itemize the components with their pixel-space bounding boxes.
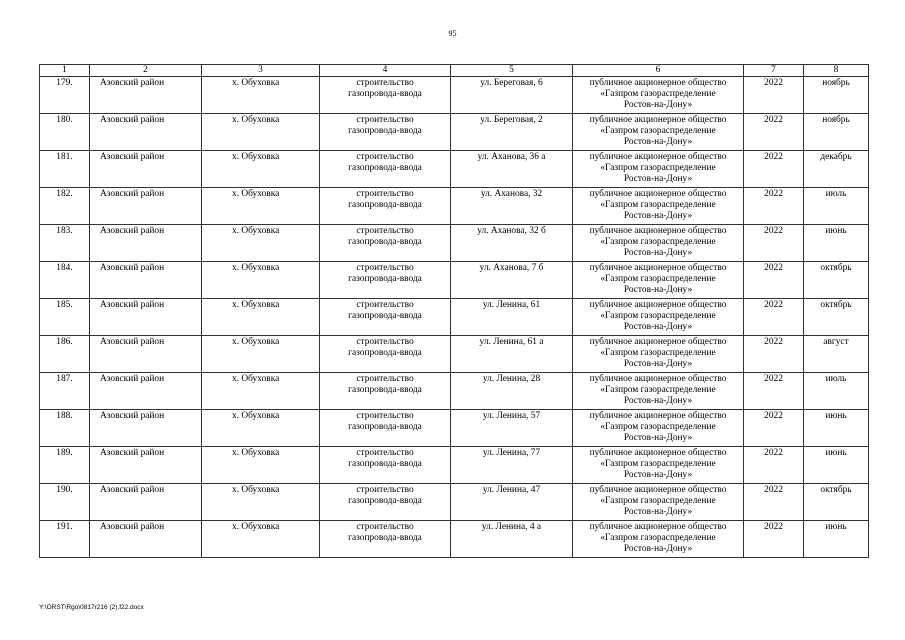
row-number-cell: 189. — [40, 447, 90, 484]
table-row — [40, 336, 869, 373]
organization-cell — [573, 447, 744, 484]
address-cell: ул. Аханова, 36 а — [451, 151, 573, 188]
organization-line: «Газпром газораспределение — [600, 311, 716, 322]
work-type-line: газопровода-ввода — [348, 311, 422, 322]
organization-line: Ростов-на-Дону» — [623, 285, 693, 296]
address-cell: ул. Ленина, 61 а — [451, 336, 573, 373]
year-cell: 2022 — [744, 262, 804, 299]
organization-line: Ростов-на-Дону» — [623, 396, 693, 407]
row-number-cell: 185. — [40, 299, 90, 336]
locality-cell: х. Обуховка — [202, 299, 320, 336]
work-type-line: газопровода-ввода — [348, 274, 422, 285]
locality-cell: х. Обуховка — [202, 336, 320, 373]
organization-line: Ростов-на-Дону» — [623, 100, 693, 111]
organization-line: публичное акционерное общество — [589, 374, 727, 384]
year-cell: 2022 — [744, 188, 804, 225]
column-number-row — [40, 65, 869, 77]
year-cell: 2022 — [744, 484, 804, 521]
locality-cell: х. Обуховка — [202, 262, 320, 299]
organization-cell — [573, 410, 744, 447]
table-row — [40, 373, 869, 410]
month-cell: октябрь — [804, 484, 869, 521]
work-type-line: строительство — [356, 337, 414, 347]
organization-line: Ростов-на-Дону» — [623, 507, 693, 518]
year-cell: 2022 — [744, 151, 804, 188]
work-type-line: газопровода-ввода — [348, 385, 422, 396]
column-header: 8 — [804, 65, 869, 77]
address-cell: ул. Ленина, 28 — [451, 373, 573, 410]
organization-cell — [573, 114, 744, 151]
work-type-cell — [320, 188, 451, 225]
organization-line: публичное акционерное общество — [589, 78, 727, 88]
column-header: 7 — [744, 65, 804, 77]
district-cell: Азовский район — [90, 521, 202, 558]
work-type-line: строительство — [356, 263, 414, 273]
district-cell: Азовский район — [90, 77, 202, 114]
district-cell: Азовский район — [90, 336, 202, 373]
address-cell: ул. Ленина, 57 — [451, 410, 573, 447]
organization-cell — [573, 299, 744, 336]
table-row — [40, 114, 869, 151]
work-type-cell — [320, 299, 451, 336]
organization-line: публичное акционерное общество — [589, 485, 727, 495]
organization-line: публичное акционерное общество — [589, 300, 727, 310]
work-type-line: газопровода-ввода — [348, 348, 422, 359]
district-cell: Азовский район — [90, 262, 202, 299]
address-cell: ул. Ленина, 4 а — [451, 521, 573, 558]
district-cell: Азовский район — [90, 188, 202, 225]
organization-cell — [573, 262, 744, 299]
row-number-cell: 190. — [40, 484, 90, 521]
address-cell: ул. Береговая, 6 — [451, 77, 573, 114]
address-cell: ул. Береговая, 2 — [451, 114, 573, 151]
row-number-cell: 187. — [40, 373, 90, 410]
address-cell: ул. Аханова, 7 б — [451, 262, 573, 299]
year-cell: 2022 — [744, 373, 804, 410]
organization-line: публичное акционерное общество — [589, 448, 727, 458]
work-type-line: газопровода-ввода — [348, 237, 422, 248]
organization-line: публичное акционерное общество — [589, 411, 727, 421]
table-row — [40, 77, 869, 114]
organization-line: Ростов-на-Дону» — [623, 137, 693, 148]
row-number-cell: 182. — [40, 188, 90, 225]
month-cell: ноябрь — [804, 77, 869, 114]
work-type-line: газопровода-ввода — [348, 459, 422, 470]
organization-line: «Газпром газораспределение — [600, 274, 716, 285]
organization-line: Ростов-на-Дону» — [623, 433, 693, 444]
table-row — [40, 151, 869, 188]
organization-line: Ростов-на-Дону» — [623, 211, 693, 222]
column-header: 3 — [202, 65, 320, 77]
column-header: 2 — [90, 65, 202, 77]
work-type-line: строительство — [356, 189, 414, 199]
address-cell: ул. Ленина, 61 — [451, 299, 573, 336]
organization-line: «Газпром газораспределение — [600, 89, 716, 100]
address-cell: ул. Аханова, 32 б — [451, 225, 573, 262]
work-type-cell — [320, 521, 451, 558]
work-type-line: строительство — [356, 300, 414, 310]
work-type-line: строительство — [356, 448, 414, 458]
organization-line: Ростов-на-Дону» — [623, 544, 693, 555]
address-cell: ул. Ленина, 77 — [451, 447, 573, 484]
work-type-cell — [320, 262, 451, 299]
organization-cell — [573, 77, 744, 114]
locality-cell: х. Обуховка — [202, 373, 320, 410]
organization-cell — [573, 225, 744, 262]
work-type-line: газопровода-ввода — [348, 533, 422, 544]
row-number-cell: 181. — [40, 151, 90, 188]
locality-cell: х. Обуховка — [202, 77, 320, 114]
year-cell: 2022 — [744, 77, 804, 114]
locality-cell: х. Обуховка — [202, 410, 320, 447]
locality-cell: х. Обуховка — [202, 151, 320, 188]
organization-line: публичное акционерное общество — [589, 152, 727, 162]
address-cell: ул. Аханова, 32 — [451, 188, 573, 225]
row-number-cell: 186. — [40, 336, 90, 373]
month-cell: июнь — [804, 225, 869, 262]
work-type-cell — [320, 114, 451, 151]
organization-line: Ростов-на-Дону» — [623, 322, 693, 333]
organization-line: публичное акционерное общество — [589, 226, 727, 236]
work-type-line: газопровода-ввода — [348, 422, 422, 433]
work-type-line: газопровода-ввода — [348, 126, 422, 137]
work-type-cell — [320, 151, 451, 188]
gasification-table — [39, 64, 869, 558]
month-cell: август — [804, 336, 869, 373]
table-row — [40, 225, 869, 262]
year-cell: 2022 — [744, 521, 804, 558]
organization-line: публичное акционерное общество — [589, 522, 727, 532]
organization-cell — [573, 521, 744, 558]
month-cell: июнь — [804, 447, 869, 484]
organization-line: Ростов-на-Дону» — [623, 174, 693, 185]
table-row — [40, 188, 869, 225]
year-cell: 2022 — [744, 299, 804, 336]
work-type-line: газопровода-ввода — [348, 89, 422, 100]
year-cell: 2022 — [744, 114, 804, 151]
district-cell: Азовский район — [90, 447, 202, 484]
work-type-line: строительство — [356, 115, 414, 125]
work-type-line: строительство — [356, 226, 414, 236]
organization-line: «Газпром газораспределение — [600, 459, 716, 470]
row-number-cell: 191. — [40, 521, 90, 558]
column-header: 1 — [40, 65, 90, 77]
work-type-cell — [320, 484, 451, 521]
locality-cell: х. Обуховка — [202, 447, 320, 484]
year-cell: 2022 — [744, 410, 804, 447]
district-cell: Азовский район — [90, 225, 202, 262]
year-cell: 2022 — [744, 225, 804, 262]
locality-cell: х. Обуховка — [202, 484, 320, 521]
organization-cell — [573, 373, 744, 410]
table-body — [40, 77, 869, 558]
district-cell: Азовский район — [90, 151, 202, 188]
work-type-line: строительство — [356, 411, 414, 421]
organization-line: «Газпром газораспределение — [600, 533, 716, 544]
row-number-cell: 179. — [40, 77, 90, 114]
locality-cell: х. Обуховка — [202, 521, 320, 558]
column-header: 4 — [320, 65, 451, 77]
district-cell: Азовский район — [90, 299, 202, 336]
organization-line: «Газпром газораспределение — [600, 496, 716, 507]
work-type-line: строительство — [356, 522, 414, 532]
locality-cell: х. Обуховка — [202, 225, 320, 262]
table-row — [40, 410, 869, 447]
organization-line: публичное акционерное общество — [589, 263, 727, 273]
month-cell: июль — [804, 373, 869, 410]
organization-line: «Газпром газораспределение — [600, 348, 716, 359]
district-cell: Азовский район — [90, 373, 202, 410]
organization-line: Ростов-на-Дону» — [623, 470, 693, 481]
month-cell: октябрь — [804, 299, 869, 336]
year-cell: 2022 — [744, 336, 804, 373]
column-header: 6 — [573, 65, 744, 77]
work-type-line: газопровода-ввода — [348, 163, 422, 174]
work-type-cell — [320, 77, 451, 114]
work-type-line: строительство — [356, 78, 414, 88]
work-type-line: газопровода-ввода — [348, 200, 422, 211]
table-row — [40, 299, 869, 336]
work-type-line: строительство — [356, 152, 414, 162]
organization-line: «Газпром газораспределение — [600, 385, 716, 396]
work-type-cell — [320, 447, 451, 484]
organization-line: Ростов-на-Дону» — [623, 248, 693, 259]
row-number-cell: 183. — [40, 225, 90, 262]
work-type-cell — [320, 410, 451, 447]
work-type-line: газопровода-ввода — [348, 496, 422, 507]
work-type-cell — [320, 336, 451, 373]
organization-line: публичное акционерное общество — [589, 115, 727, 125]
district-cell: Азовский район — [90, 484, 202, 521]
month-cell: июнь — [804, 410, 869, 447]
locality-cell: х. Обуховка — [202, 188, 320, 225]
month-cell: июль — [804, 188, 869, 225]
row-number-cell: 184. — [40, 262, 90, 299]
page-number: 95 — [448, 29, 457, 38]
organization-line: «Газпром газораспределение — [600, 163, 716, 174]
organization-line: «Газпром газораспределение — [600, 422, 716, 433]
organization-line: публичное акционерное общество — [589, 189, 727, 199]
organization-cell — [573, 151, 744, 188]
month-cell: декабрь — [804, 151, 869, 188]
work-type-line: строительство — [356, 485, 414, 495]
month-cell: июнь — [804, 521, 869, 558]
work-type-cell — [320, 373, 451, 410]
organization-line: «Газпром газораспределение — [600, 126, 716, 137]
organization-line: «Газпром газораспределение — [600, 200, 716, 211]
organization-line: публичное акционерное общество — [589, 337, 727, 347]
year-cell: 2022 — [744, 447, 804, 484]
district-cell: Азовский район — [90, 114, 202, 151]
footer-file-path: Y:\ORST\Rgo\0817r216 (2).f22.docx — [39, 604, 144, 611]
table-row — [40, 447, 869, 484]
locality-cell: х. Обуховка — [202, 114, 320, 151]
organization-cell — [573, 188, 744, 225]
organization-line: «Газпром газораспределение — [600, 237, 716, 248]
row-number-cell: 188. — [40, 410, 90, 447]
table-row — [40, 262, 869, 299]
table-row — [40, 521, 869, 558]
address-cell: ул. Ленина, 47 — [451, 484, 573, 521]
month-cell: ноябрь — [804, 114, 869, 151]
column-header: 5 — [451, 65, 573, 77]
month-cell: октябрь — [804, 262, 869, 299]
organization-cell — [573, 336, 744, 373]
work-type-line: строительство — [356, 374, 414, 384]
work-type-cell — [320, 225, 451, 262]
row-number-cell: 180. — [40, 114, 90, 151]
table-row — [40, 484, 869, 521]
organization-line: Ростов-на-Дону» — [623, 359, 693, 370]
organization-cell — [573, 484, 744, 521]
district-cell: Азовский район — [90, 410, 202, 447]
